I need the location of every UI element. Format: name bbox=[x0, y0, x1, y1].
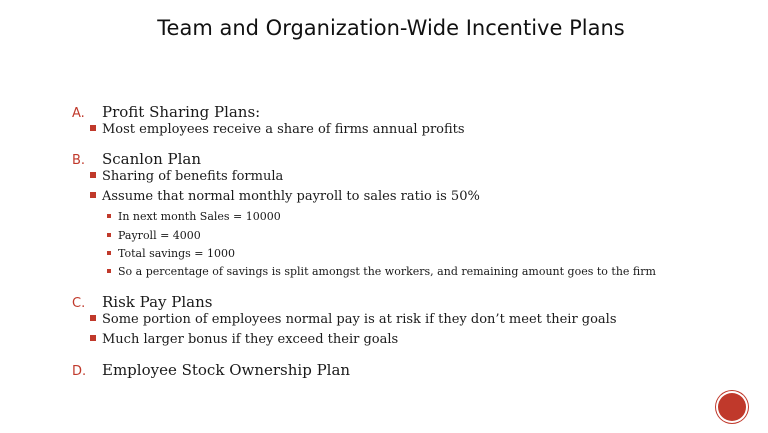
section-a-heading bbox=[72, 102, 260, 121]
bullet-marker-icon bbox=[90, 125, 96, 131]
section-b-letter: B. bbox=[72, 153, 86, 168]
bullet-text: Most employees receive a share of firms annual profits bbox=[102, 122, 465, 137]
sub-bullet-text: Payroll = 4000 bbox=[118, 229, 201, 242]
sub-bullet-marker-icon bbox=[107, 251, 111, 255]
bullet-marker-icon bbox=[90, 192, 96, 198]
section-a-letter: A. bbox=[72, 106, 85, 121]
slide-nav-circle-icon[interactable] bbox=[718, 393, 746, 421]
sub-bullet-item bbox=[107, 265, 656, 278]
section-d-heading bbox=[72, 360, 350, 379]
sub-bullet-text: So a percentage of savings is split amongst the workers, and remaining amount goes to the firm bbox=[118, 265, 656, 278]
sub-bullet-marker-icon bbox=[107, 214, 111, 218]
bullet-text: Much larger bonus if they exceed their goals bbox=[102, 332, 399, 347]
bullet-item bbox=[90, 169, 283, 184]
sub-bullet-item bbox=[107, 210, 281, 223]
bullet-item bbox=[90, 332, 398, 347]
section-b-heading bbox=[72, 149, 201, 168]
sub-bullet-item bbox=[107, 247, 235, 260]
bullet-text: Assume that normal monthly payroll to sales ratio is 50% bbox=[102, 189, 480, 204]
bullet-text: Sharing of benefits formula bbox=[102, 169, 284, 184]
bullet-text: Some portion of employees normal pay is at risk if they don’t meet their goals bbox=[102, 312, 617, 327]
sub-bullet-text: In next month Sales = 10000 bbox=[118, 210, 281, 223]
sub-bullet-text: Total savings = 1000 bbox=[118, 247, 236, 260]
section-c-heading bbox=[72, 292, 212, 311]
slide-title: Team and Organization-Wide Incentive Plans bbox=[157, 16, 625, 40]
section-a-title: Profit Sharing Plans: bbox=[102, 103, 261, 121]
bullet-item bbox=[90, 122, 465, 137]
sub-bullet-marker-icon bbox=[107, 269, 111, 273]
section-d-title: Employee Stock Ownership Plan bbox=[102, 361, 351, 379]
bullet-marker-icon bbox=[90, 335, 96, 341]
bullet-marker-icon bbox=[90, 172, 96, 178]
section-b-title: Scanlon Plan bbox=[102, 150, 202, 168]
bullet-marker-icon bbox=[90, 315, 96, 321]
sub-bullet-marker-icon bbox=[107, 233, 111, 237]
sub-bullet-item bbox=[107, 229, 201, 242]
bullet-item bbox=[90, 312, 617, 327]
section-c-letter: C. bbox=[72, 296, 86, 311]
section-d-letter: D. bbox=[72, 364, 87, 379]
section-c-title: Risk Pay Plans bbox=[102, 293, 213, 311]
bullet-item bbox=[90, 189, 480, 204]
